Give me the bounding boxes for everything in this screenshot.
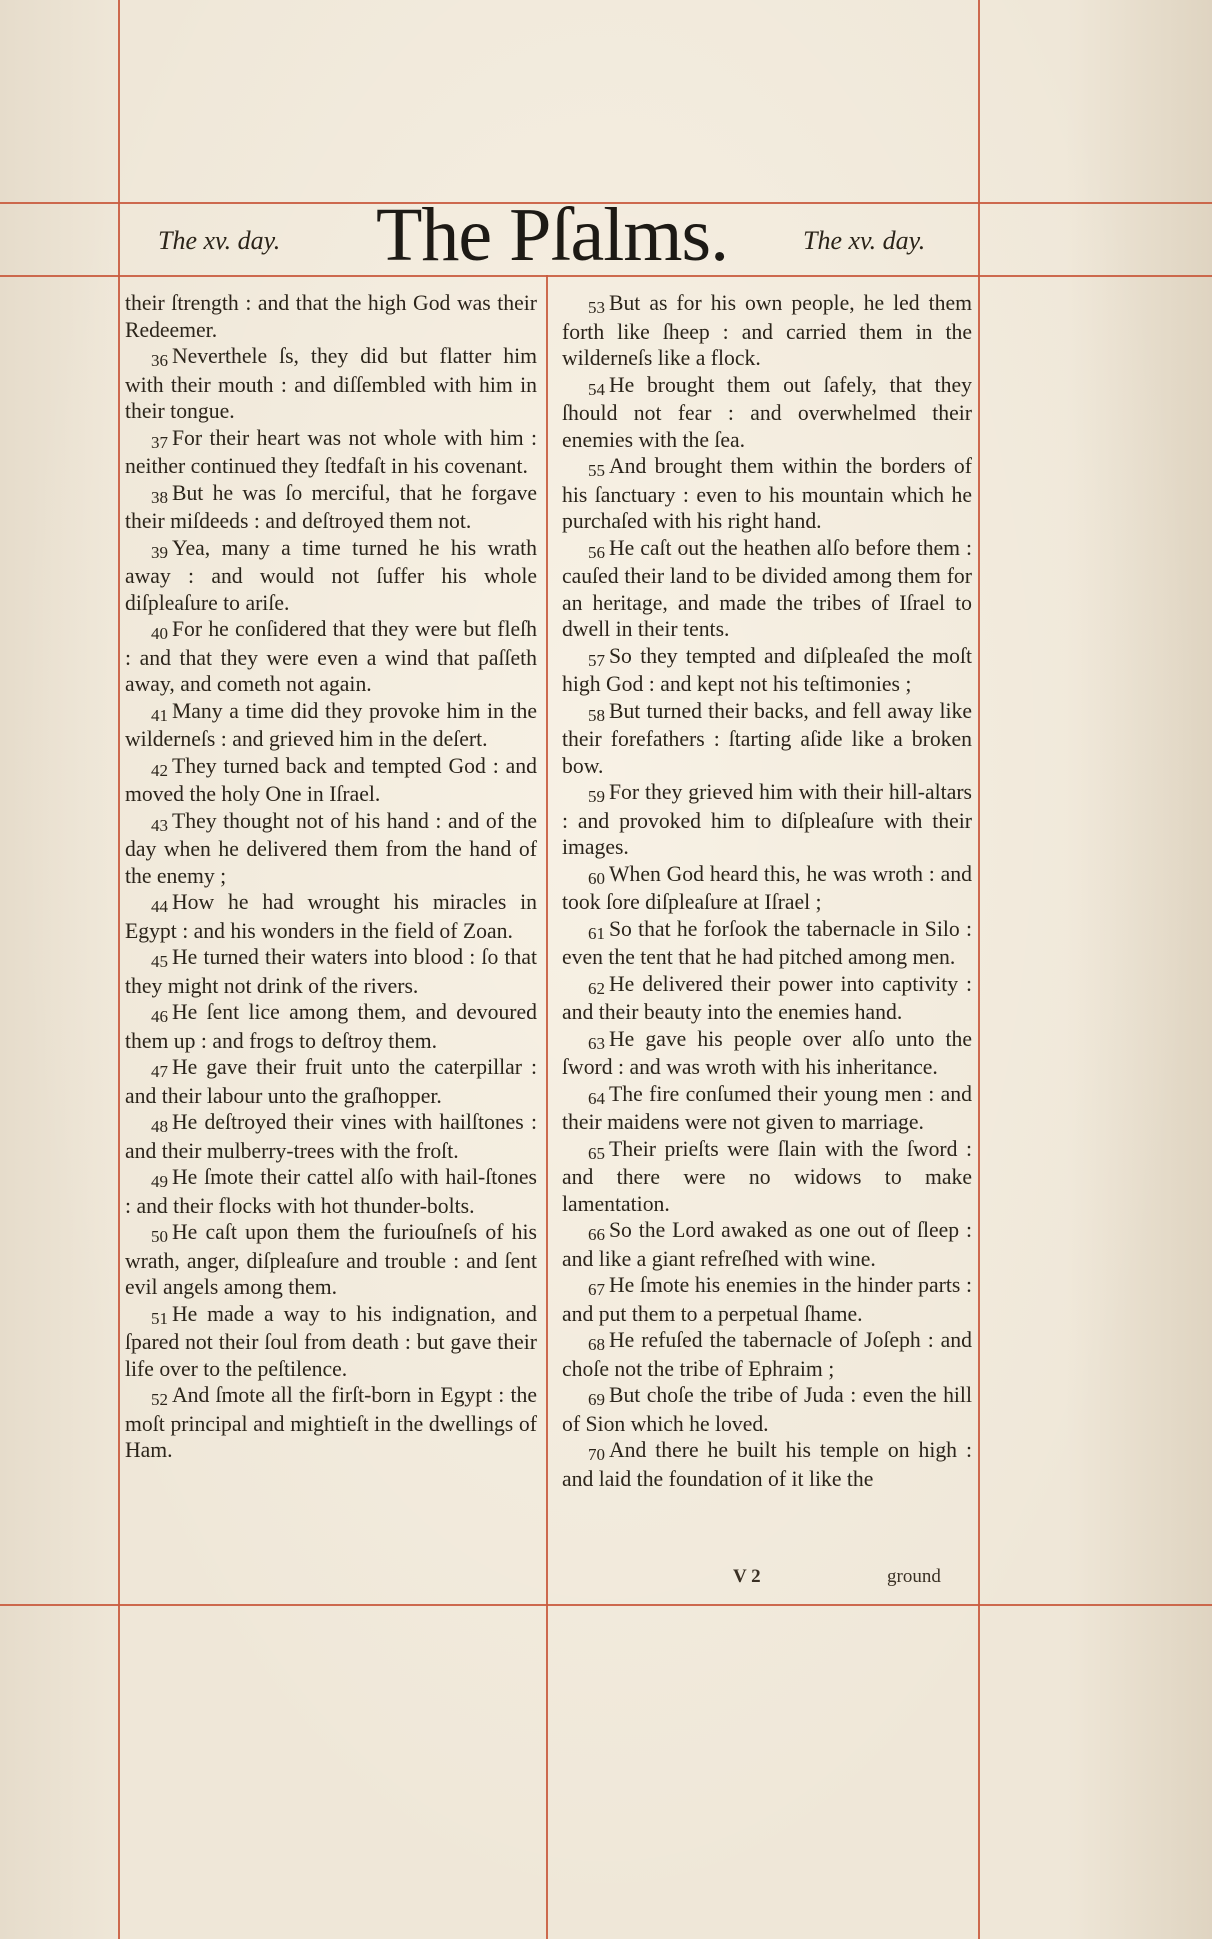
verse-number: 57 (588, 650, 605, 670)
verse (125, 808, 537, 890)
verse-number: 66 (588, 1225, 605, 1244)
verse-text: Neverthele ſs, they did but flatter him with their mouth : and diſſembled with him in their tongue. (125, 344, 537, 423)
verse-text: Yea, many a time turned he his wrath away : and would not ſuffer his whole diſpleaſure to ariſe. (125, 535, 537, 615)
verse-number: 61 (588, 923, 605, 943)
verse-text: Many a time did they provoke him in the wilderneſs : and grieved him in the deſert. (125, 698, 537, 751)
verse-text: He gave his people over alſo unto the ſword : and was wroth with his inheritance. (562, 1026, 972, 1079)
verse-text: He turned their waters into blood : ſo that they might not drink of the rivers. (125, 945, 537, 998)
verse (562, 1437, 972, 1492)
center-rule (546, 275, 548, 1939)
verse (125, 480, 537, 535)
verse (562, 916, 972, 971)
verse-text: And there he built his temple on high : and laid the foundation of it like the (562, 1438, 972, 1491)
verse (562, 1217, 972, 1272)
verse-text: But as for his own people, he led them forth like ſheep : and carried them in the wilderneſs like a flock. (562, 291, 972, 370)
verse-text: He ſmote their cattel alſo with hail-ſtones : and their flocks with hot thunder-bolts. (125, 1165, 537, 1218)
verse-text: And ſmote all the firſt-born in Egypt : the moſt principal and mightieſt in the dwellings of Ham. (125, 1383, 537, 1462)
verse-number: 56 (588, 542, 605, 562)
verse-number: 42 (151, 760, 168, 780)
verse (125, 944, 537, 999)
verse-text: But he was ſo merciful, that he forgave their miſdeeds : and deſtroyed them not. (125, 480, 537, 533)
opening-line: their ſtrength : and that the high God was their Redeemer. (125, 291, 537, 342)
verse-number: 52 (151, 1390, 168, 1409)
verse-number: 51 (151, 1308, 168, 1328)
verse-number: 64 (588, 1088, 605, 1108)
verse-number: 70 (588, 1445, 605, 1464)
left-margin-rule (118, 0, 120, 1939)
verse (562, 971, 972, 1026)
verse (125, 1219, 537, 1301)
verse (562, 372, 972, 454)
verse-number: 39 (151, 542, 168, 562)
verse-text: For their heart was not whole with him : neither continued they ſtedfaſt in his covenant. (125, 425, 537, 478)
verse (562, 643, 972, 698)
verse-text: For he conſidered that they were but fleſh : and that they were even a wind that paſſeth away, and cometh not again. (125, 617, 537, 696)
verse (125, 1301, 537, 1383)
verse-number: 58 (588, 705, 605, 725)
verse-text: He delivered their power into captivity : and their beauty into the enemies hand. (562, 971, 972, 1024)
verse (562, 861, 972, 916)
verse (562, 698, 972, 780)
verse-number: 47 (151, 1062, 168, 1081)
verse-number: 43 (151, 815, 168, 835)
verse-number: 59 (588, 787, 605, 806)
verse (125, 698, 537, 753)
verse-text: He ſmote his enemies in the hinder parts : and put them to a perpetual ſhame. (562, 1273, 972, 1326)
verse (562, 779, 972, 861)
signature-mark: V 2 (733, 1566, 761, 1587)
catchword: ground (887, 1566, 941, 1587)
verse-number: 54 (588, 379, 605, 399)
verse (562, 1026, 972, 1081)
verse-number: 69 (588, 1390, 605, 1409)
right-margin-rule (978, 0, 980, 1939)
left-column (125, 290, 537, 1464)
verse-number: 45 (151, 952, 168, 971)
verse (125, 999, 537, 1054)
right-column (562, 290, 972, 1492)
verse-number: 36 (151, 351, 168, 370)
verse-text: For they grieved him with their hill-altars : and provoked him to diſpleaſure with their images. (562, 780, 972, 859)
verse-text: They turned back and tempted God : and moved the holy One in Iſrael. (125, 753, 537, 806)
verse-text: He made a way to his indignation, and ſpared not their ſoul from death : but gave their life over to the peſtilence. (125, 1301, 537, 1381)
verse (562, 1382, 972, 1437)
verse-text: He deſtroyed their vines with hailſtones : and their mulberry-trees with the froſt. (125, 1110, 537, 1163)
verse-number: 53 (588, 298, 605, 317)
verse (562, 1081, 972, 1136)
bottom-rule (0, 1604, 1212, 1606)
verse-text: So the Lord awaked as one out of ſleep : and like a giant refreſhed with wine. (562, 1218, 972, 1271)
verse-number: 49 (151, 1172, 168, 1191)
verse-text: But choſe the tribe of Juda : even the hill of Sion which he loved. (562, 1383, 972, 1436)
verse (562, 453, 972, 535)
verse-number: 63 (588, 1033, 605, 1053)
verse-number: 60 (588, 868, 605, 888)
verse (125, 343, 537, 425)
verse (562, 290, 972, 372)
verse (125, 1382, 537, 1464)
verse (562, 1327, 972, 1382)
verse (562, 1136, 972, 1218)
verse-text: He caſt upon them the furiouſneſs of his wrath, anger, diſpleaſure and trouble : and ſent evil angels among them. (125, 1220, 537, 1299)
verse-text: So they tempted and diſpleaſed the moſt high God : and kept not his teſtimonies ; (562, 643, 972, 696)
verse (125, 616, 537, 698)
verse-text: When God heard this, he was wroth : and took ſore diſpleaſure at Iſrael ; (562, 861, 972, 914)
verse-number: 62 (588, 978, 605, 998)
verse-number: 38 (151, 487, 168, 507)
verse-number: 44 (151, 897, 168, 916)
verse-number: 67 (588, 1280, 605, 1299)
running-head-left: The xv. day. (158, 226, 281, 255)
verse (562, 1272, 972, 1327)
verse-number: 48 (151, 1117, 168, 1136)
verse-text: Their prieſts were ſlain with the ſword : and there were no widows to make lamentation. (562, 1136, 972, 1216)
verse-number: 46 (151, 1007, 168, 1026)
verse (125, 1054, 537, 1109)
verse (125, 1164, 537, 1219)
verse-text: How he had wrought his miracles in Egypt : and his wonders in the field of Zoan. (125, 890, 537, 943)
verse-number: 41 (151, 705, 168, 725)
verse-text: He ſent lice among them, and devoured them up : and frogs to deſtroy them. (125, 1000, 537, 1053)
verse-number: 40 (151, 624, 168, 643)
verse (125, 535, 537, 617)
verse-text: He caſt out the heathen alſo before them : cauſed their land to be divided among them for an heritage, and made the tribes of Iſrael to dwell in their tents. (562, 535, 972, 641)
verse-text: The fire conſumed their young men : and their maidens were not given to marriage. (562, 1081, 972, 1134)
verse-number: 55 (588, 461, 605, 480)
verse (125, 889, 537, 944)
verse-text: But turned their backs, and fell away like their forefathers : ſtarting aſide like a broken bow. (562, 698, 972, 778)
verse-number: 37 (151, 432, 168, 452)
verse-text: And brought them within the borders of his ſanctuary : even to his mountain which he purchaſed with his right hand. (562, 454, 972, 533)
verse-text: So that he forſook the tabernacle in Silo : even the tent that he had pitched among men. (562, 916, 972, 969)
verse (562, 535, 972, 643)
verse (125, 753, 537, 808)
verse-text: He brought them out ſafely, that they ſhould not fear : and overwhelmed their enemies with the ſea. (562, 372, 972, 452)
verse-text: He gave their fruit unto the caterpillar : and their labour unto the graſhopper. (125, 1055, 537, 1108)
verse-text: They thought not of his hand : and of the day when he delivered them from the hand of the enemy ; (125, 808, 537, 888)
verse-number: 65 (588, 1143, 605, 1163)
verse-number: 50 (151, 1227, 168, 1246)
running-head-right: The xv. day. (803, 226, 926, 255)
verse (125, 425, 537, 480)
page-title: The Pſalms. (376, 193, 729, 277)
verse-number: 68 (588, 1335, 605, 1354)
verse-text: He refuſed the tabernacle of Joſeph : and choſe not the tribe of Ephraim ; (562, 1328, 972, 1381)
verse (125, 1109, 537, 1164)
